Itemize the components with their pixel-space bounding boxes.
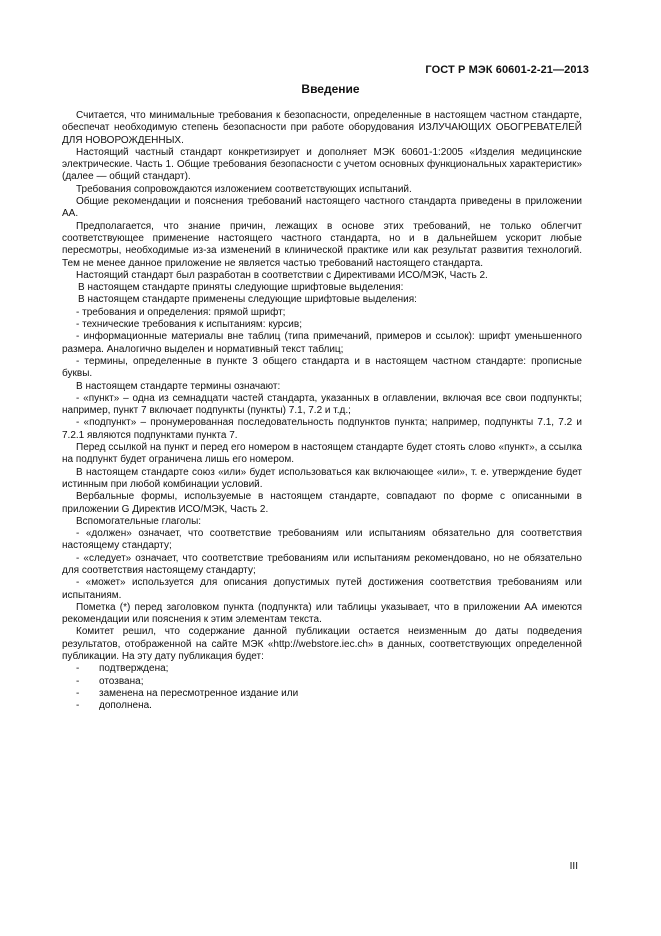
paragraph: Перед ссылкой на пункт и перед его номером в настоящем стандарте будет стоять слово «пункт», а ссылка на подпункт будет ограничена лишь его номером. xyxy=(62,442,582,466)
paragraph: В настоящем стандарте термины означают: xyxy=(76,380,281,392)
status-text: подтверждена; xyxy=(99,663,169,675)
paragraph: В настоящем стандарте союз «или» будет использоваться как включающее «или», т. е. утверждение будет истинным при любой комбинации условий. xyxy=(62,466,582,490)
paragraph: Общие рекомендации и пояснения требований настоящего частного стандарта приведены в приложении АА. xyxy=(62,196,582,220)
status-list-item xyxy=(62,676,582,688)
list-item: - термины, определенные в пункте 3 общего стандарта и в настоящем частном стандарте: прописные буквы. xyxy=(62,355,582,380)
list-item: - технические требования к испытаниям: курсив; xyxy=(76,319,302,331)
paragraph: Вербальные формы, используемые в настоящем стандарте, совпадают по форме с описанными в приложении G Директив ИСО/МЭК, Часть 2. xyxy=(62,491,582,515)
list-item: - «должен» означает, что соответствие требованиям или испытаниям обязательно для соответствия настоящему стандарту; xyxy=(62,528,582,552)
dash-marker: - xyxy=(76,700,80,712)
status-text: заменена на пересмотренное издание или xyxy=(99,687,299,699)
status-list-item xyxy=(62,663,582,675)
paragraph: Пометка (*) перед заголовком пункта (подпункта) или таблицы указывает, что в приложении АА имеются рекомендации или пояснения к этим элементам текста. xyxy=(62,601,582,626)
paragraph: Настоящий частный стандарт конкретизирует и дополняет МЭК 60601-1:2005 «Изделия медицинские электрические. Часть 1. Общие требования безопасности с учетом основных функциональных характеристик» (далее — общий стандарт). xyxy=(62,146,582,183)
dash-marker: - xyxy=(76,687,80,699)
document-body xyxy=(62,110,582,713)
page-title: Введение xyxy=(301,82,360,96)
paragraph: Настоящий стандарт был разработан в соответствии с Директивами ИСО/МЭК, Часть 2. xyxy=(76,269,488,281)
list-item: - «следует» означает, что соответствие требованиям или испытаниям рекомендовано, но не обязательно для соответствия настоящему стандарту; xyxy=(62,552,582,576)
dash-marker: - xyxy=(76,663,80,675)
paragraph: Считается, что минимальные требования к безопасности, определенные в настоящем частном стандарте, обеспечат необходимую степень безопасности при работе оборудования ИЗЛУЧАЮЩИХ ОБОГРЕВАТЕЛЕЙ ДЛЯ НОВОРОЖДЕННЫХ. xyxy=(62,110,582,146)
paragraph: В настоящем стандарте приняты следующие шрифтовые выделения: xyxy=(78,282,404,294)
status-text: дополнена. xyxy=(99,700,152,712)
list-item: - «может» используется для описания допустимых путей достижения соответствия требованиям или испытаниям. xyxy=(62,577,582,601)
paragraph: Вспомогательные глаголы: xyxy=(76,515,202,527)
status-text: отозвана; xyxy=(99,675,144,687)
list-item: - «пункт» – одна из семнадцати частей стандарта, указанных в оглавлении, включая все свои подпункты; например, пункт 7 включает подпункты (пункты) 7.1, 7.2 и т.д.; xyxy=(62,392,582,417)
paragraph: Предполагается, что знание причин, лежащих в основе этих требований, не только облегчит соответствующее применение настоящего частного стандарта, но и в дальнейшем ускорит любые пересмотры, необходимые из-за изменений в клинической практике или как результат развития технологий. Тем не менее данное приложение не является частью требований настоящего стандарта. xyxy=(62,220,582,269)
list-item: - информационные материалы вне таблиц (типа примечаний, примеров и ссылок): шрифт уменьшенного размера. Аналогично выделен и нормативный текст таблиц; xyxy=(62,331,582,355)
status-list-item xyxy=(62,700,582,712)
status-list-item xyxy=(62,688,582,700)
standard-designation: ГОСТ Р МЭК 60601-2-21—2013 xyxy=(425,64,589,76)
dash-marker: - xyxy=(76,675,80,687)
paragraph: В настоящем стандарте применены следующие шрифтовые выделения: xyxy=(78,294,417,306)
page-number: III xyxy=(569,861,578,872)
list-item: - «подпункт» – пронумерованная последовательность подпунктов пункта; например, подпункты 7.1, 7.2 и 7.2.1 являются подпунктами пункта 7. xyxy=(62,417,582,441)
paragraph: Требования сопровождаются изложением соответствующих испытаний. xyxy=(76,183,412,195)
list-item: - требования и определения: прямой шрифт; xyxy=(76,306,286,318)
paragraph: Комитет решил, что содержание данной публикации остается неизменным до даты подведения результатов, отображенной на сайте МЭК «http://webstore.iec.ch» в данных, соответствующих определенной публикации. На эту дату публикация будет: xyxy=(62,626,582,663)
